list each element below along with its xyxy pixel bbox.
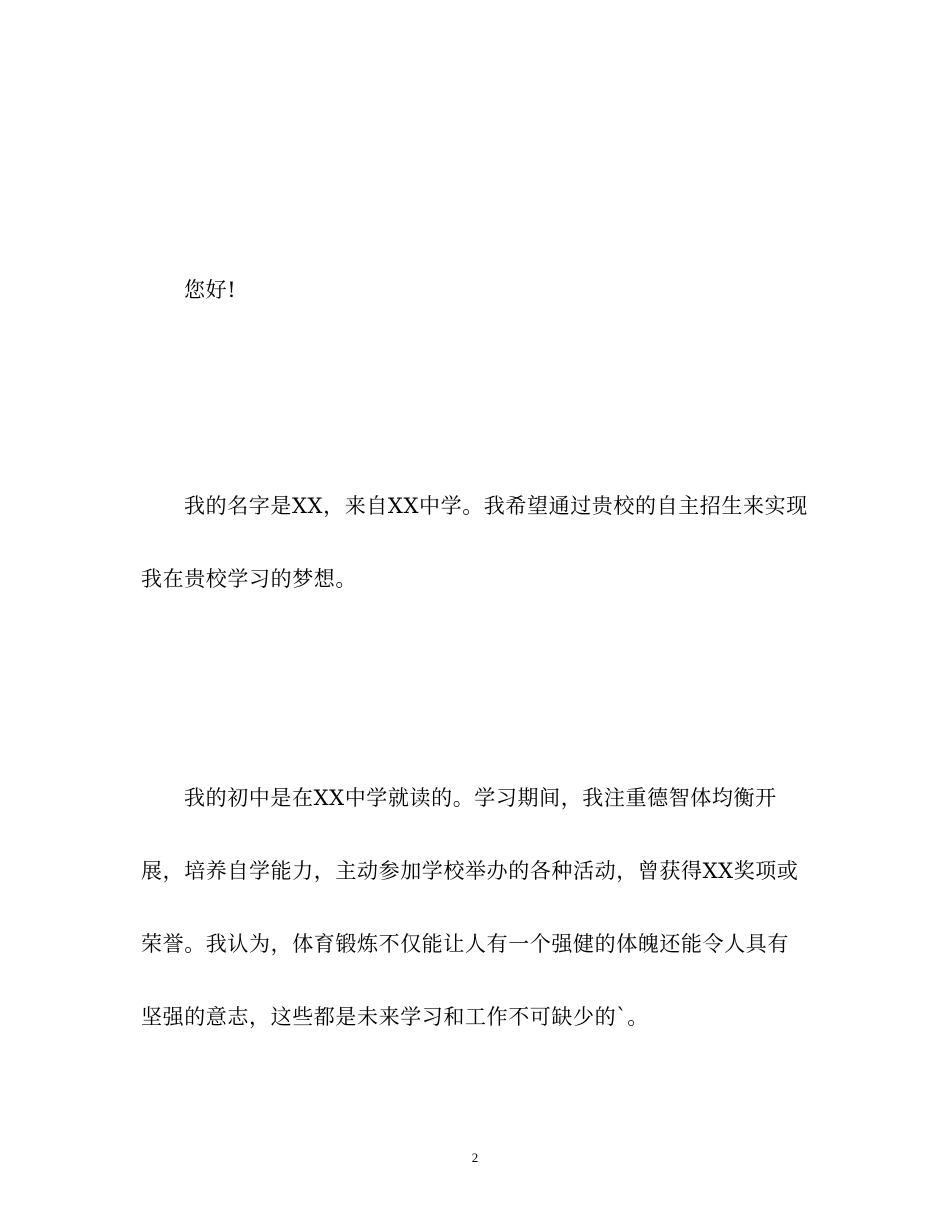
page-number: 2 <box>471 1150 479 1165</box>
paragraph-line: 展，培养自学能力，主动参加学校举办的各种活动，曾获得XX奖项或 <box>141 859 799 883</box>
paragraph-line: 我的名字是XX，来自XX中学。我希望通过贵校的自主招生来实现 <box>184 494 808 518</box>
paragraph-line: 荣誉。我认为，体育锻炼不仅能让人有一个强健的体魄还能令人具有 <box>141 932 789 956</box>
paragraph-line: 坚强的意志，这些都是未来学习和工作不可缺少的`。 <box>141 1005 649 1029</box>
paragraph-line: 我在贵校学习的梦想。 <box>141 567 357 591</box>
greeting-line: 您好! <box>184 278 237 302</box>
paragraph-line: 我的初中是在XX中学就读的。学习期间，我注重德智体均衡开 <box>184 786 777 810</box>
